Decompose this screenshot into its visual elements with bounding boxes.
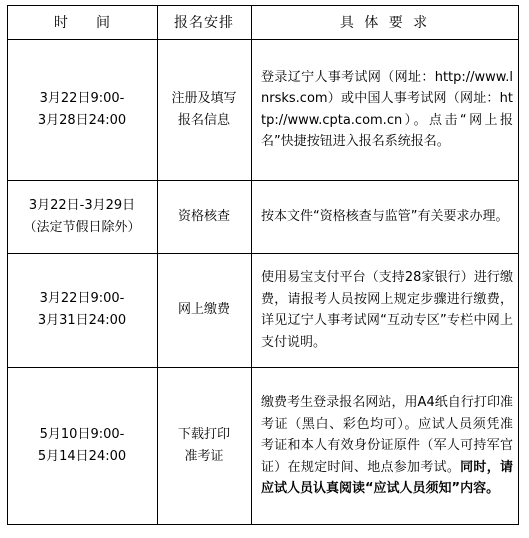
time-line: （法定节假日除外）: [23, 219, 141, 235]
time-line: 3月28日24:00: [37, 112, 127, 128]
time-line: 3月22日9:00-: [39, 291, 125, 306]
time-line: 3月22日-3月29日: [28, 197, 136, 213]
time-line: 3月22日9:00-: [39, 90, 125, 106]
arrangement-line: 资格核查: [177, 208, 230, 224]
table-row-3-time: [7, 253, 157, 367]
schedule-table: [7, 5, 519, 525]
header-arrangement-label: 报名安排: [174, 15, 234, 31]
time-line: 5月14日24:00: [37, 449, 127, 464]
table-row-2-time: [7, 180, 157, 253]
time-line: 5月10日9:00-: [39, 427, 125, 442]
header-requirements-label: 具 体 要 求: [339, 15, 431, 31]
table-row-4-arrangement: [157, 367, 251, 525]
requirement-text: 登录辽宁人事考试网（网址：http://www.lnrsks.com）或中国人事考试网（网址：http://www.cpta.com.cn）。点击“网上报名”快捷按钮进入报名系统报名。: [261, 69, 513, 149]
table-row-2-requirement: [251, 180, 519, 253]
header-time-label: 时 间: [54, 15, 110, 31]
table-row-4-requirement: [251, 367, 519, 525]
table-row-2-arrangement: [157, 180, 251, 253]
header-time: [7, 5, 157, 39]
arrangement-line: 报名信息: [177, 112, 230, 128]
arrangement-line: 注册及填写: [171, 90, 237, 106]
requirement-bold-text: 同时，请应试人员认真阅读“应试人员须知”内容。: [261, 459, 513, 497]
header-arrangement: [157, 5, 251, 39]
table-row-3-requirement: [251, 253, 519, 367]
arrangement-line: 网上缴费: [177, 302, 230, 317]
requirement-text: 缴费考生登录报名网站，用A4纸自行打印准考证（黑白、彩色均可）。应试人员须凭准考证和本人有效身份证原件（军人可持军官证）在规定时间、地点参加考试。: [261, 395, 513, 475]
arrangement-line: 下载打印: [177, 427, 230, 442]
table-row-3-arrangement: [157, 253, 251, 367]
requirement-text: 使用易宝支付平台（支持28家银行）进行缴费，请报考人员按网上规定步骤进行缴费，详见辽宁人事考试网“互动专区”专栏中网上支付说明。: [261, 270, 513, 350]
header-requirements: [251, 5, 519, 39]
time-line: 3月31日24:00: [37, 313, 127, 328]
requirement-text: 按本文件“资格核查与监管”有关要求办理。: [261, 208, 509, 224]
table-row-1-requirement: [251, 39, 519, 180]
table-row-1-arrangement: [157, 39, 251, 180]
table-row-1-time: [7, 39, 157, 180]
table-row-4-time: [7, 367, 157, 525]
arrangement-line: 准考证: [184, 449, 224, 464]
